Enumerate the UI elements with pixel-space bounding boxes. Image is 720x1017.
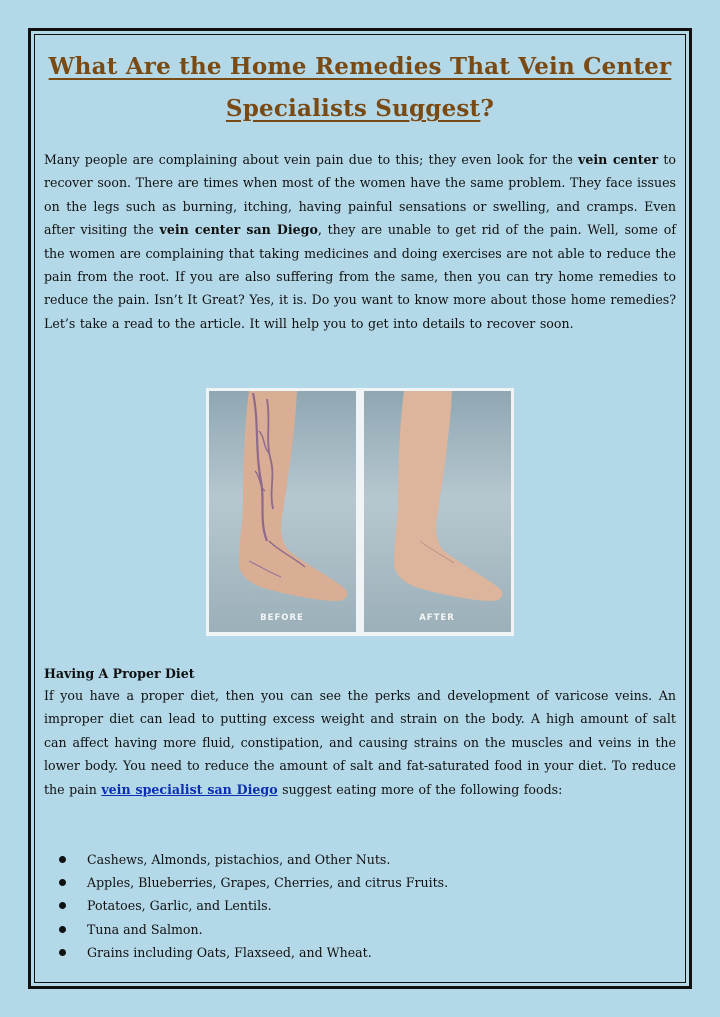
list-item	[44, 894, 676, 917]
diet-paragraph	[44, 684, 676, 801]
leg-before-illustration	[209, 391, 356, 632]
before-after-image	[206, 388, 514, 636]
after-panel	[364, 391, 511, 632]
page-title	[44, 46, 676, 130]
bullet-icon	[59, 926, 66, 933]
article	[44, 44, 676, 335]
intro-bold-vein-center-san-diego: vein center san Diego	[159, 222, 318, 238]
after-label: AFTER	[419, 613, 455, 623]
list-item	[44, 918, 676, 941]
list-item	[44, 871, 676, 894]
list-item-text: Apples, Blueberries, Grapes, Cherries, and citrus Fruits.	[87, 875, 449, 891]
list-item-text: Potatoes, Garlic, and Lentils.	[87, 898, 272, 914]
list-item-text: Grains including Oats, Flaxseed, and Wheat.	[87, 944, 372, 960]
bullet-icon	[59, 856, 66, 863]
list-item	[44, 941, 676, 964]
intro-paragraph	[44, 148, 676, 335]
intro-text-2: to recover soon. There are times when most of the women have the same problem. They face issues on the legs such as burning, itching, having painful sensations or swelling, and cramps. Even after visiting the	[44, 152, 676, 238]
before-label: BEFORE	[260, 613, 304, 623]
list-item-text: Tuna and Salmon.	[87, 921, 203, 937]
bullet-icon	[59, 879, 66, 886]
vein-specialist-link[interactable]: vein specialist san Diego	[101, 781, 278, 797]
section-heading: Having A Proper Diet	[44, 666, 195, 681]
foods-list	[44, 848, 676, 964]
bullet-icon	[59, 949, 66, 956]
leg-after-illustration	[364, 391, 511, 632]
before-panel	[209, 391, 356, 632]
intro-bold-vein-center: vein center	[578, 152, 659, 167]
page-title-text: What Are the Home Remedies That Vein Center Specialists Suggest	[48, 53, 672, 122]
bullet-icon	[59, 902, 66, 909]
intro-text-3: , they are unable to get rid of the pain. Well, some of the women are complaining that taking medicines and doing exercises are not able to reduce the pain from the root. If you are also suffering from the same, then you can try home remedies to reduce the pain. Isn’t It Great? Yes, it is. Do you want to know more about those home remedies? Let’s take a read to the article. It will help you to get into details to recover soon.	[44, 222, 677, 331]
diet-text-1: If you have a proper diet, then you can see the perks and development of varicose veins. An improper diet can lead to putting excess weight and strain on the body. A high amount of salt can affect having more fluid, constipation, and causing strains on the muscles and veins in the lower body. You need to reduce the amount of salt and fat-saturated food in your diet. To reduce the pain	[44, 688, 676, 797]
list-item-text: Cashews, Almonds, pistachios, and Other Nuts.	[87, 852, 391, 867]
diet-text-2: suggest eating more of the following foods:	[277, 781, 563, 797]
page-title-mark: ?	[480, 95, 495, 122]
intro-text-1: Many people are complaining about vein pain due to this; they even look for the	[44, 152, 579, 167]
list-item	[44, 848, 676, 871]
